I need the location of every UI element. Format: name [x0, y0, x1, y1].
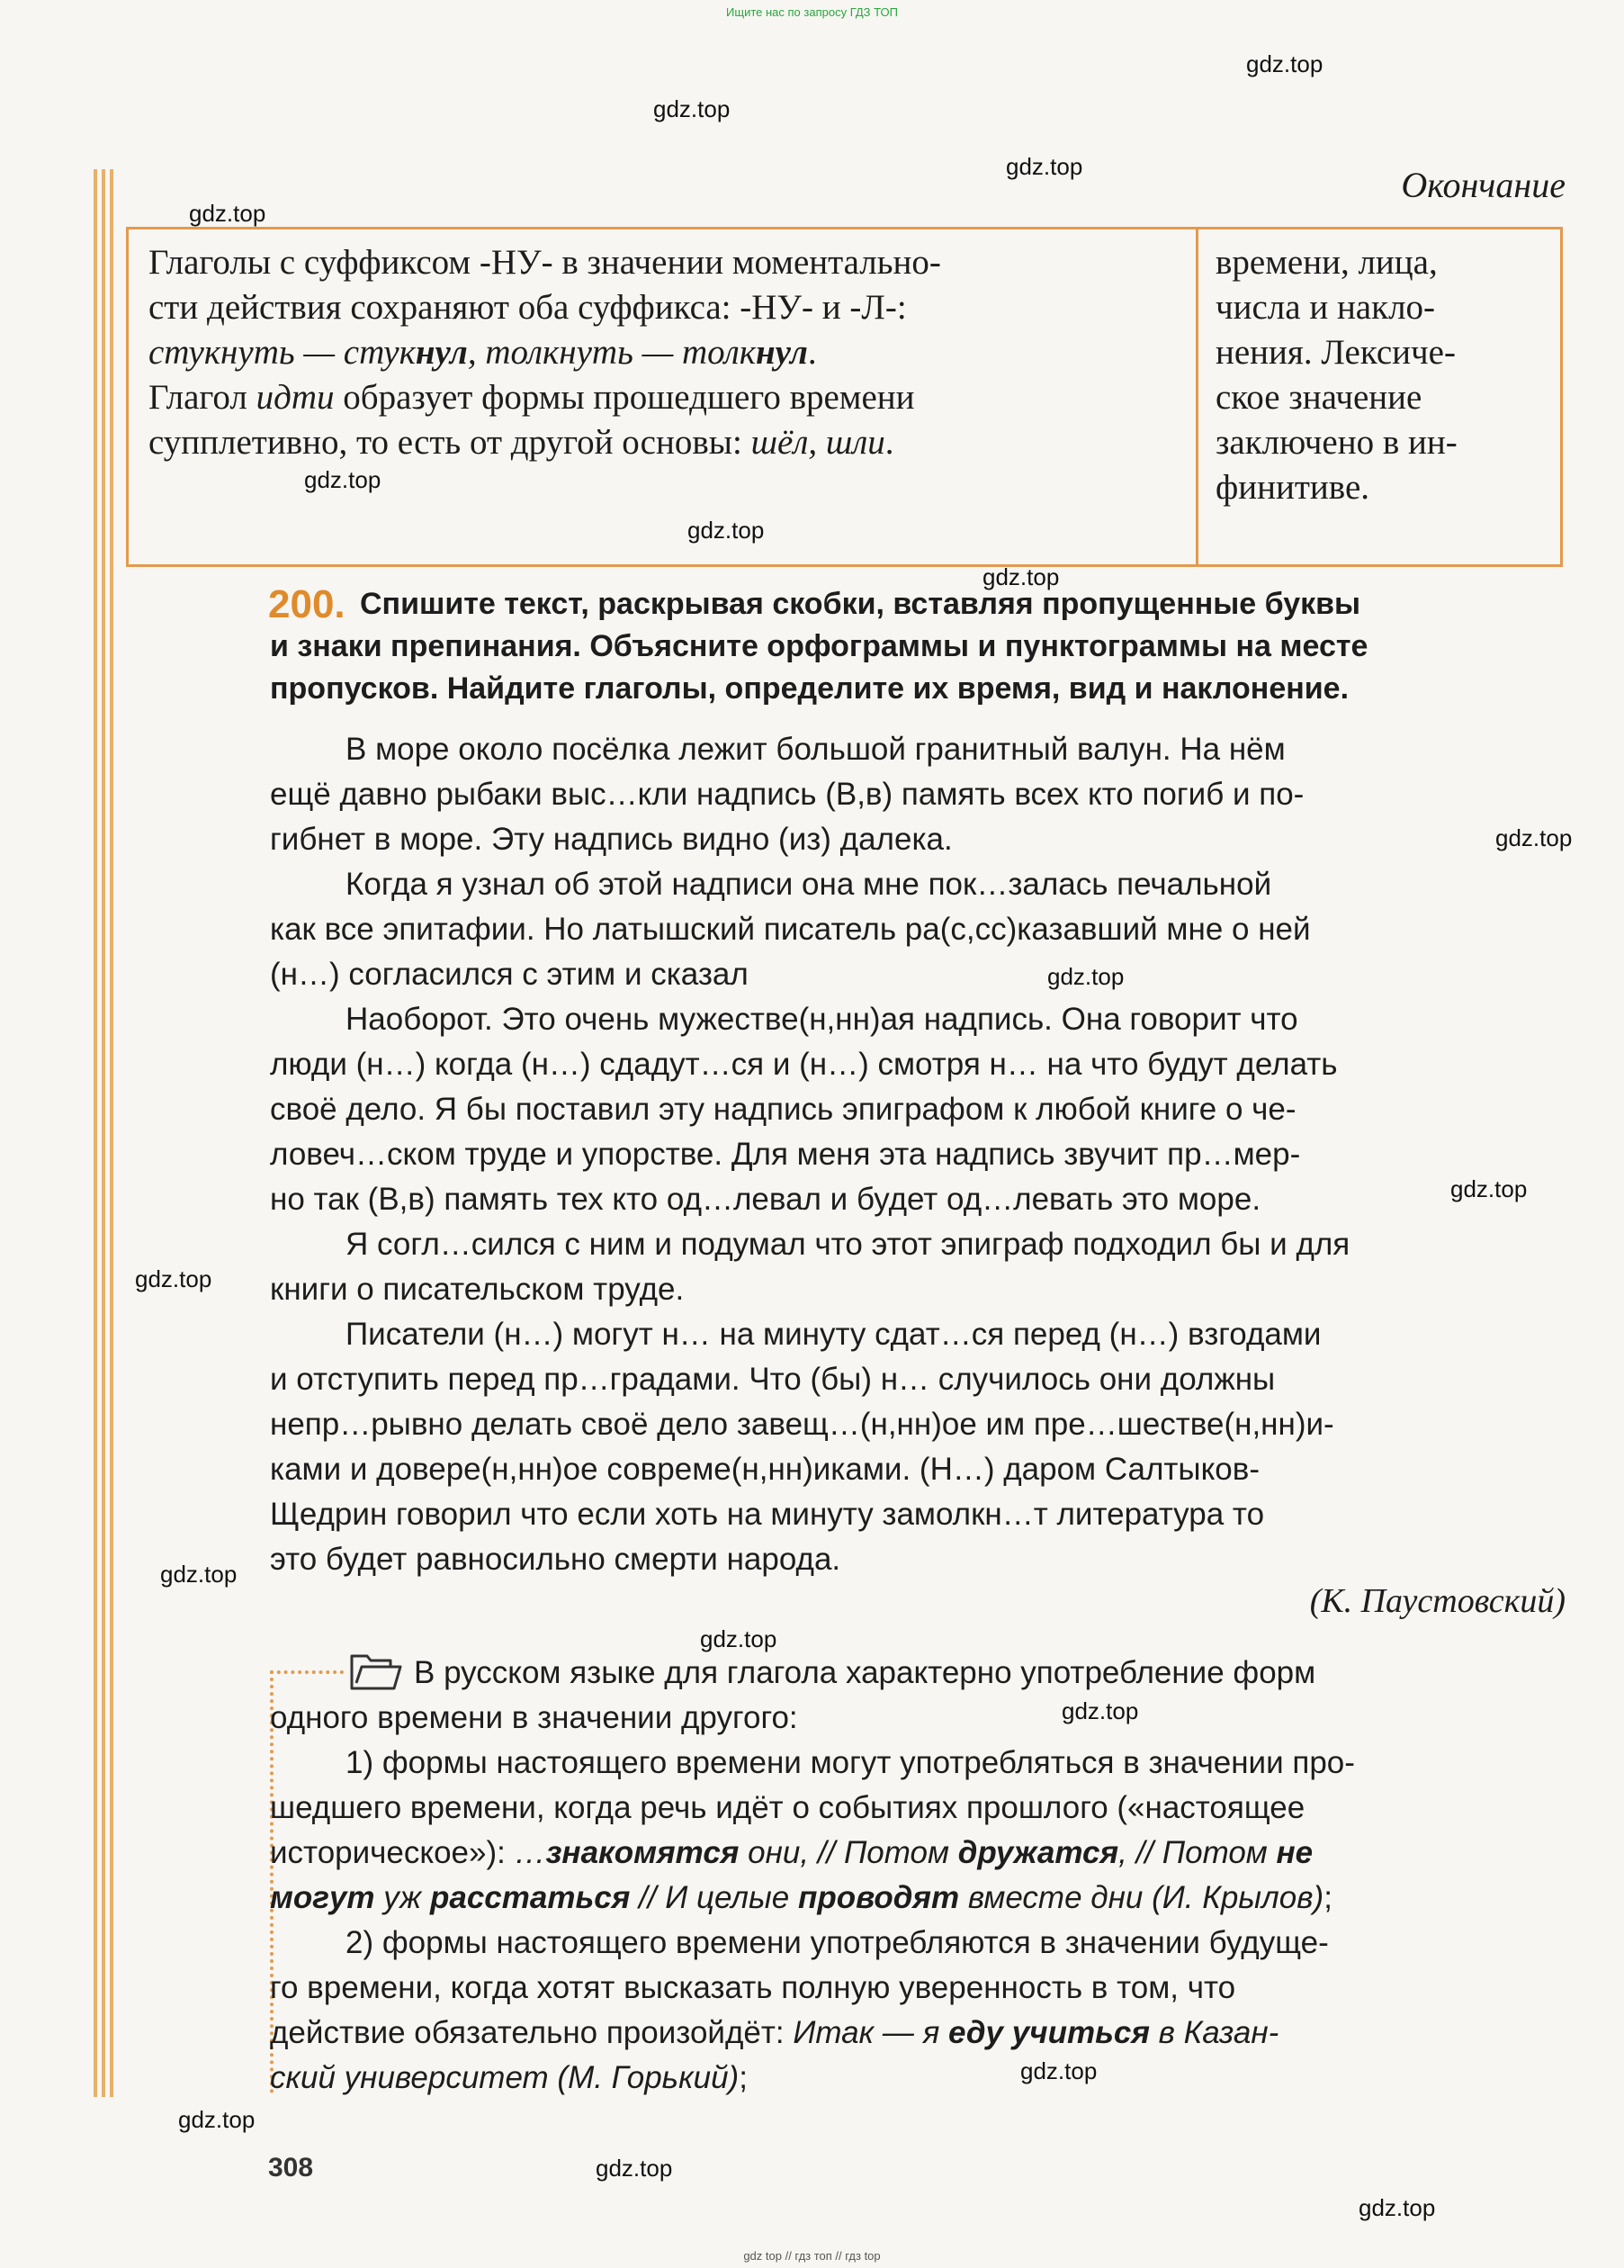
note-text: знакомятся [545, 1835, 740, 1870]
page-number: 308 [268, 2153, 314, 2182]
text-line: но так (В,в) память тех кто од…левал и будет од…левать это море. [270, 1182, 1261, 1217]
note-text: одного времени в значении другого: [270, 1700, 798, 1735]
note-text: уж [374, 1880, 430, 1915]
task-line: пропусков. Найдите глаголы, определите их время, вид и наклонение. [270, 671, 1350, 706]
top-banner[interactable]: Ищите нас по запросу ГДЗ ТОП [726, 5, 898, 19]
note-text: (И. Крылов) [1152, 1880, 1324, 1915]
rule-divider [1196, 230, 1198, 564]
note-text: … [514, 1835, 546, 1870]
text-line: гибнет в море. Эту надпись видно (из) далека. [270, 822, 953, 857]
watermark: gdz.top [1062, 1697, 1139, 1724]
rule-line [148, 375, 1300, 420]
rule-text: , толкнуть — толк [467, 333, 756, 372]
rule-text: сти действия сохраняют оба суффикса: -НУ- и -Л-: [148, 288, 907, 327]
rule-text: Глагол [148, 378, 256, 417]
note-text: (М. Горький) [557, 2060, 740, 2095]
task-line: Спишите текст, раскрывая скобки, вставляя пропущенные буквы [360, 587, 1361, 621]
margin-bars [94, 169, 113, 2097]
text-line: своё дело. Я бы поставил эту надпись эпиграфом к любой книге о че- [270, 1092, 1297, 1127]
note-text: они, // Потом [739, 1835, 958, 1870]
note-text: в Казан- [1149, 2015, 1279, 2050]
note-text: еду учиться [948, 2015, 1150, 2050]
text-line: В море около посёлка лежит большой гранитный валун. На нём [345, 732, 1286, 767]
note-text: // И целые [630, 1880, 798, 1915]
note-text: шедшего времени, когда речь идёт о событиях прошлого («настоящее [270, 1790, 1305, 1825]
watermark: gdz.top [653, 95, 731, 122]
text-line: Я согл…сился с ним и подумал что этот эпиграф подходил бы и для [345, 1227, 1350, 1262]
rule-right-line: ское значение [1216, 378, 1422, 417]
text-line: Щедрин говорил что если хоть на минуту замолкн…т литература то [270, 1497, 1265, 1532]
text-line: (н…) согласился с этим и сказал [270, 957, 749, 992]
rule-right-line: финитиве. [1216, 468, 1370, 507]
text-author: (К. Паустовский) [1309, 1582, 1566, 1620]
bottom-banner[interactable]: gdz top // гдз топ // гдз top [743, 2249, 881, 2263]
rule-text: . [884, 423, 894, 462]
note-text: вместе дни [959, 1880, 1153, 1915]
watermark: gdz.top [596, 2155, 673, 2182]
note-line [270, 1876, 1567, 1921]
note-text: 1) формы настоящего времени могут употребляться в значении про- [345, 1745, 1355, 1780]
text-line: Наоборот. Это очень мужестве(н,нн)ая надпись. Она говорит что [345, 1002, 1298, 1037]
text-line: Когда я узнал об этой надписи она мне пок…залась печальной [345, 867, 1272, 902]
rule-line [148, 285, 1300, 330]
watermark: gdz.top [178, 2106, 256, 2133]
text-line: ещё давно рыбаки выс…кли надпись (В,в) память всех кто погиб и по- [270, 777, 1305, 812]
note-text: 2) формы настоящего времени употребляются в значении будуще- [345, 1925, 1329, 1960]
watermark: gdz.top [982, 563, 1060, 590]
text-line: люди (н…) когда (н…) сдадут…ся и (н…) смотря н… на что будут делать [270, 1047, 1338, 1082]
rule-right-line: числа и накло- [1216, 288, 1436, 327]
note-line [270, 1786, 1567, 1831]
note-text: В русском языке для глагола характерно употребление форм [414, 1655, 1316, 1690]
watermark: gdz.top [1495, 824, 1573, 851]
watermark: gdz.top [700, 1625, 777, 1652]
rule-right-line: заключено в ин- [1216, 423, 1458, 462]
note-text: ; [739, 2060, 748, 2095]
rule-right-line: времени, лица, [1216, 243, 1438, 282]
ending-label: Окончание [1401, 165, 1566, 205]
rule-text: нул [755, 333, 808, 372]
note-text: , // Потом [1118, 1835, 1277, 1870]
watermark: gdz.top [160, 1561, 238, 1588]
note-line [270, 1741, 1567, 1786]
text-line: Писатели (н…) могут н… на минуту сдат…ся перед (н…) взгодами [345, 1317, 1322, 1352]
rule-text: . [807, 333, 817, 372]
watermark: gdz.top [1020, 2057, 1098, 2084]
rule-line [148, 420, 1300, 465]
task-number: 200. [268, 582, 345, 626]
rule-line [148, 240, 1300, 285]
watermark: gdz.top [135, 1265, 212, 1292]
watermark: gdz.top [1450, 1175, 1528, 1202]
rule-text: стукнуть — стук [148, 333, 416, 372]
text-line: как все эпитафии. Но латышский писатель ра(с,сс)казавший мне о ней [270, 912, 1311, 947]
note-line [270, 1921, 1567, 1966]
note-text: го времени, когда хотят высказать полную уверенность в том, что [270, 1970, 1236, 2005]
note-text: не [1276, 1835, 1314, 1870]
text-line: ками и довере(н,нн)ое совреме(н,нн)иками. (Н…) даром Салтыков- [270, 1452, 1260, 1487]
rule-text: идти [256, 378, 335, 417]
text-line: ловеч…ском труде и упорстве. Для меня эта надпись звучит пр…мер- [270, 1137, 1301, 1172]
rule-text: образует формы прошедшего времени [334, 378, 915, 417]
watermark: gdz.top [1359, 2194, 1436, 2221]
note-text: действие обязательно произойдёт: [270, 2015, 794, 2050]
note-line [270, 2011, 1567, 2056]
note-text: Итак — я [793, 2015, 948, 2050]
rule-text: супплетивно, то есть от другой основы: [148, 423, 751, 462]
note-line [270, 1651, 1567, 1696]
note-text: могут [270, 1880, 375, 1915]
text-line: и отступить перед пр…градами. Что (бы) н… случилось они должны [270, 1362, 1276, 1397]
rule-right-column [1216, 240, 1548, 510]
note-line [270, 1696, 1567, 1741]
watermark: gdz.top [1006, 153, 1083, 180]
watermark: gdz.top [304, 466, 381, 493]
rule-box [126, 227, 1563, 567]
rule-text: Глаголы с суффиксом -НУ- в значении моментально- [148, 243, 941, 282]
note-text: расстаться [429, 1880, 631, 1915]
note-text: проводят [797, 1880, 960, 1915]
text-line: это будет равносильно смерти народа. [270, 1542, 841, 1577]
note-text: ; [1323, 1880, 1332, 1915]
theory-note [270, 1651, 1567, 2101]
note-line [270, 2056, 1567, 2101]
exercise-text [270, 727, 1567, 1582]
text-line: книги о писательском труде. [270, 1272, 685, 1307]
rule-right-line: нения. Лексиче- [1216, 333, 1456, 372]
text-line: непр…рывно делать своё дело завещ…(н,нн)ое им пре…шестве(н,нн)и- [270, 1407, 1334, 1442]
rule-text: нул [415, 333, 468, 372]
note-text: дружатся [957, 1835, 1119, 1870]
watermark: gdz.top [189, 200, 266, 227]
watermark: gdz.top [1246, 50, 1323, 77]
note-line [270, 1831, 1567, 1876]
note-text: историческое»): [270, 1835, 515, 1870]
rule-line [148, 330, 1300, 375]
rule-text: шёл, шли [750, 423, 885, 462]
note-line [270, 1966, 1567, 2011]
rule-left-column [148, 240, 1300, 465]
watermark: gdz.top [687, 517, 765, 544]
watermark: gdz.top [1047, 963, 1125, 990]
note-text: ский университет [270, 2060, 558, 2095]
task-line: и знаки препинания. Объясните орфограммы и пунктограммы на месте [270, 629, 1368, 663]
task-200 [270, 583, 1566, 710]
